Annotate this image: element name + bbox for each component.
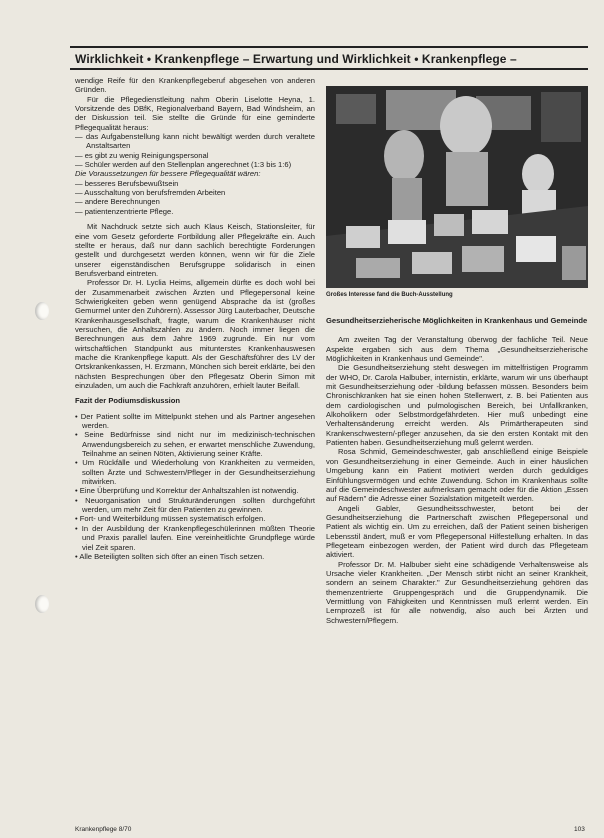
header-rule-top xyxy=(70,46,588,48)
right-paragraph-4: Angeli Gabler, Gesundheitsschwester, betont bei der Gesundheitserziehung die Partnerschaft zwischen Pflegepersonal und Patient als wichtig ein. Um zu erreichen, daß der Patient seinen bisherigen Lebensstil ändert, muß er vom Pflegepersonal Hilfestellung erhalten. In das Pflegeteam einbezogen werden, der Patient wird durch das Pflegeteam aktiviert. xyxy=(326,503,588,560)
list-item: • Der Patient sollte im Mittelpunkt stehen und als Partner angesehen werden. xyxy=(75,411,315,431)
binder-hole-bottom xyxy=(35,595,49,613)
list-item: • Fort- und Weiterbildung müssen systematisch erfolgen. xyxy=(75,514,266,524)
left-column xyxy=(75,76,315,818)
list-item: • Eine Überprüfung und Korrektur der Anhaltszahlen ist notwendig. xyxy=(75,486,299,496)
page-number: 103 xyxy=(574,826,585,833)
list-item: — es gibt zu wenig Reinigungspersonal xyxy=(75,150,209,160)
right-paragraph-3: Rosa Schmid, Gemeindeschwester, gab anschließend einige Beispiele von Gesundheitserziehung in einer Gemeinde. Auch in einer häuslichen Umgebung kann ein Patient motiviert werden durch geduldiges Einfühlungsvermögen und echte Zuwendung. Schon im Krankenhaus sollte auf die Gemeindeschwester aufmerksam gemacht oder für die Aktion „Essen auf Rädern" die Adresse einer Sozialstation mitgeteilt werden. xyxy=(326,447,588,504)
header-rule-bottom xyxy=(70,68,588,70)
page-header: Wirklichkeit • Krankenpflege – Erwartung und Wirklichkeit • Krankenpflege – xyxy=(75,52,517,66)
left-paragraph-5: Professor Dr. H. Lyclia Heims, allgemein dürfte es doch wohl bei der Zusammenarbeit zwischen Ärzten und Pflegepersonal keine Schwierigkeiten geben wenn genügend Absprache da ist (großes Gemurmel unter den Zuhörern). Assessor Jürg Lauterbacher, Deutsche Krankenhausgesellschaft, fragte, warum die Krankenhäuser nicht versuchen, die Anhaltszahlen zu ändern. Noch immer liegen die Berechnungen aus dem Jahre 1969 zugrunde. Ein nur vom wirtschaftlichen Standpunkt aus mitunterstes Krankenhauswesen mache die Krankenpflege kaputt. Als der Geschäftsführer des LV der Ortskrankenkassen, H. Erzmann, München sich bereit erklärte, bei den nächsten Besprechungen über den Pflegesatz Oberin Simon mit einzuladen, um auch die Fachkraft anzuhören, erhielt lauter Beifall. xyxy=(75,278,315,390)
list-item: — patientenzentrierte Pflege. xyxy=(75,206,174,216)
left-paragraph-2: Für die Pflegedienstleitung nahm Oberin Liselotte Heyna, 1. Vorsitzende des DBfK, Regionalverband Bayern, Bad Windsheim, an der Diskussion teil. Sie stellte die Gründe für eine geminderte Pflegequalität heraus: xyxy=(75,94,315,132)
left-paragraph-3: Die Voraussetzungen für bessere Pflegequalität wären: xyxy=(75,169,261,179)
list-item: — das Aufgabenstellung kann nicht bewältigt werden durch veraltete Anstaltsarten xyxy=(75,132,315,151)
binder-hole-top xyxy=(35,302,49,320)
list-item: — andere Berechnungen xyxy=(75,197,160,207)
list-item: • Neuorganisation und Strukturänderungen sollten durchgeführt werden, um mehr Zeit für den Patienten zu gewinnen. xyxy=(75,495,315,515)
problem-list xyxy=(75,132,315,169)
list-item: — Ausschaltung von berufsfremden Arbeiten xyxy=(75,188,226,198)
footer-issue: Krankenpflege 8/70 xyxy=(75,826,132,833)
book-exhibition-photo xyxy=(326,86,588,288)
left-paragraph-1: wendige Reife für den Krankenpflegeberuf abgesehen von anderen Gründen. xyxy=(75,76,315,95)
fazit-heading: Fazit der Podiumsdiskussion xyxy=(75,396,181,406)
photo-caption: Großes Interesse fand die Buch-Ausstellung xyxy=(326,292,453,298)
list-item: • Alle Beteiligten sollten sich öfter an einen Tisch setzen. xyxy=(75,551,265,561)
list-item: — besseres Berufsbewußtsein xyxy=(75,178,179,188)
right-paragraph-1: Am zweiten Tag der Veranstaltung überwog der fachliche Teil. Neue Aspekte ergaben sich aus dem Thema „Gesundheitserzieherische Möglichkeiten in Krankenhaus und Gemeinde". xyxy=(326,335,588,364)
list-item: • Um Rückfälle und Wiederholung von Krankheiten zu vermeiden, sollten Ärzte und Schwestern/Pfleger in der Gesundheitserziehung mitwirken. xyxy=(75,458,315,487)
right-paragraph-2: Die Gesundheitserziehung steht deswegen im mittelfristigen Programm der WHO, Dr. Carola Halbuber, internistin, erklärte, warum wir uns überhaupt mit Gesundheitserziehung oder -bildung befassen müssen. Besonders beim Chronischkranken hat sie einen hohen Stellenwert, z. B. bei Patienten aus dem cardiologischen und pulmologischen Bereich, bei Unfallkranken, Alkoholikern oder Selbstmordgefährdeten. Hier muß unbedingt eine Verhaltensänderung erreicht werden. Als Primärtherapeuten sind Krankenschwestern/-pfleger anzusehen, da sie den ersten Kontakt mit den Patienten haben. Gesundheitserziehung muß gelernt werden. xyxy=(326,363,588,448)
section-heading: Gesundheitserzieherische Möglichkeiten in Krankenhaus und Gemeinde xyxy=(326,316,588,325)
requirements-list xyxy=(75,179,315,216)
list-item: — Schüler werden auf den Stellenplan angerechnet (1:3 bis 1:6) xyxy=(75,160,292,170)
list-item: • In der Ausbildung der Krankenpflegeschülerinnen müßten Theorie und Praxis parallel laufen. Eine vereinheitlichte Grundpflege würde viel Zeit sparen. xyxy=(75,523,315,552)
conclusion-list xyxy=(75,412,315,562)
right-column xyxy=(326,316,588,816)
list-item: • Seine Bedürfnisse sind nicht nur im medizinisch-technischen Anwendungsbereich zu sehen, er erwartet menschliche Zuwendung, Teilnahme an seinen Nöten, Aktivierung seiner Kräfte. xyxy=(75,430,315,459)
left-paragraph-4: Mit Nachdruck setzte sich auch Klaus Keisch, Stationsleiter, für eine vom Gesetz geforderte Fortbildung aller Pflegekräfte ein. Auch stellte er heraus, daß nur dann sachlich berechtigte Forderungen gestellt und durchgesetzt werden können, wenn wir für die Ziele unserer eigenständischen Berufsgruppe solidarisch in einen Berufsverband eintreten. xyxy=(75,222,315,278)
right-paragraph-5: Professor Dr. M. Halbuber sieht eine schädigende Verhaltensweise als Ursache vieler Krankheiten. „Der Mensch stirbt nicht an seiner Krankheit, sondern an seinem Charakter." Zur Gesundheitserziehung gehören das themenzentrierte Gruppengespräch und die Gruppendynamik. Die Vermittlung von Fähigkeiten und Kenntnissen muß erlernt werden. Ein Lernprozeß ist für alle notwendig, also auch bei Ärzten und Schwestern/Pflegern. xyxy=(326,559,588,625)
